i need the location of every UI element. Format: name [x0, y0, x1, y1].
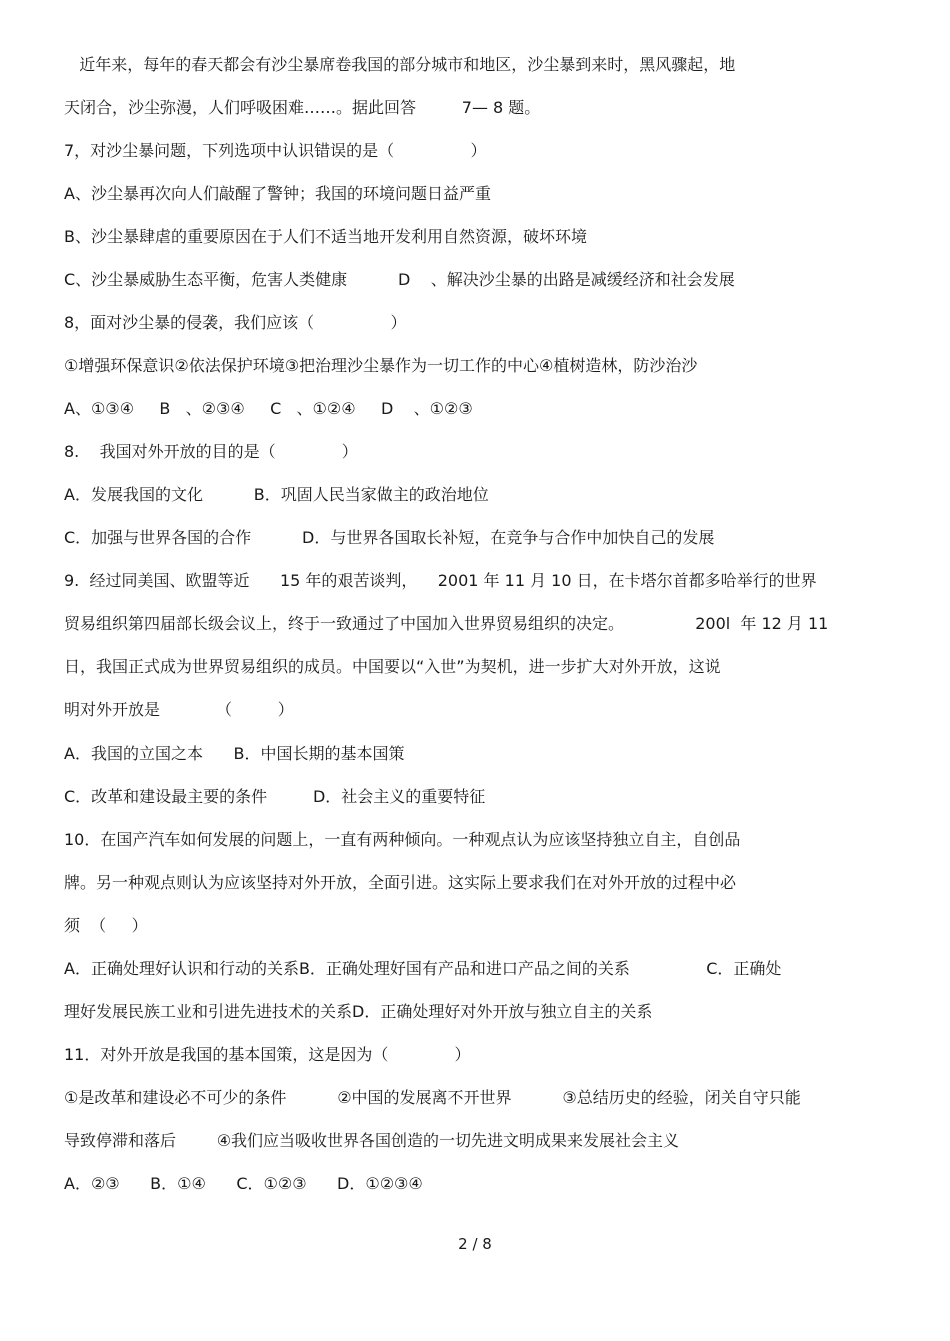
q7-option-a: A、沙尘暴再次向人们敲醒了警钟；我国的环境问题日益严重: [64, 184, 491, 203]
question-9-line-1: 9. 经过同美国、欧盟等近 15 年的艰苦谈判， 2001 年 11 月 10 日，在卡塔尔首都多哈举行的世界: [64, 571, 817, 590]
question-9-line-2: 贸易组织第四届部长级会议上，终于一致通过了中国加入世界贸易组织的决定。 200l 年 12 月 11: [64, 614, 829, 633]
passage-intro-line-2: 天闭合，沙尘弥漫，人们呼吸困难……。据此回答 7— 8 题。: [64, 98, 541, 117]
q10-options-line-2: 理好发展民族工业和引进先进技术的关系D．正确处理好对外开放与独立自主的关系: [64, 1002, 653, 1021]
question-7: 7，对沙尘暴问题，下列选项中认识错误的是（ ）: [64, 141, 487, 160]
q8b-options-a-b: A．发展我国的文化 B．巩固人民当家做主的政治地位: [64, 485, 489, 504]
q10-options-line-1: A．正确处理好认识和行动的关系B．正确处理好国有产品和进口产品之间的关系 C．正确处: [64, 959, 782, 978]
q8a-statements: ①增强环保意识②依法保护环境③把治理沙尘暴作为一切工作的中心④植树造林，防沙治沙: [64, 356, 698, 375]
q9-options-c-d: C．改革和建设最主要的条件 D．社会主义的重要特征: [64, 787, 486, 806]
q7-option-b: B、沙尘暴肆虐的重要原因在于人们不适当地开发利用自然资源，破坏环境: [64, 227, 587, 246]
q9-options-a-b: A．我国的立国之本 B．中国长期的基本国策: [64, 744, 405, 763]
question-10-line-3: 须 （ ）: [64, 916, 148, 935]
q8a-options: A、①③④ B 、②③④ C 、①②④ D 、①②③: [64, 399, 473, 418]
question-8b: 8. 我国对外开放的目的是（ ）: [64, 442, 358, 461]
question-9-line-4: 明对外开放是 （ ）: [64, 700, 294, 719]
question-10-line-1: 10．在国产汽车如何发展的问题上，一直有两种倾向。一种观点认为应该坚持独立自主，自创品: [64, 830, 741, 849]
page-number: 2 / 8: [458, 1235, 492, 1253]
question-11: 11．对外开放是我国的基本国策，这是因为（ ）: [64, 1045, 471, 1064]
question-9-line-3: 日，我国正式成为世界贸易组织的成员。中国要以“入世”为契机，进一步扩大对外开放，这说: [64, 657, 721, 676]
question-8a: 8，面对沙尘暴的侵袭，我们应该（ ）: [64, 313, 407, 332]
q11-statements-line-1: ①是改革和建设必不可少的条件 ②中国的发展离不开世界 ③总结历史的经验，闭关自守只能: [64, 1088, 801, 1107]
q11-statements-line-2: 导致停滞和落后 ④我们应当吸收世界各国创造的一切先进文明成果来发展社会主义: [64, 1131, 680, 1150]
q8b-options-c-d: C．加强与世界各国的合作 D．与世界各国取长补短，在竞争与合作中加快自己的发展: [64, 528, 715, 547]
question-10-line-2: 牌。另一种观点则认为应该坚持对外开放，全面引进。这实际上要求我们在对外开放的过程中必: [64, 873, 737, 892]
q11-options: A．②③ B．①④ C．①②③ D．①②③④: [64, 1174, 423, 1193]
passage-intro-line-1: 近年来，每年的春天都会有沙尘暴席卷我国的部分城市和地区，沙尘暴到来时，黑风骤起，地: [64, 55, 736, 74]
q7-option-c-d: C、沙尘暴威胁生态平衡，危害人类健康 D 、解决沙尘暴的出路是减缓经济和社会发展: [64, 270, 735, 289]
